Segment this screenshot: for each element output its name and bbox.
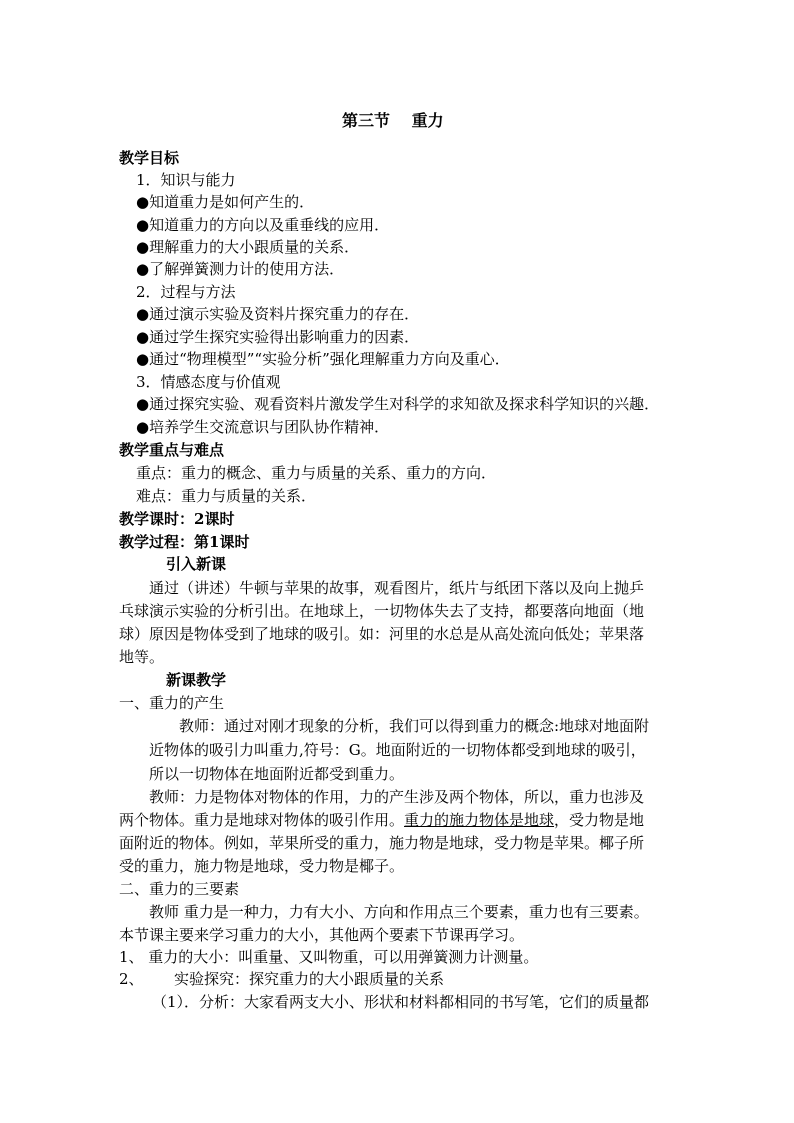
paragraph-text: ，受力物是地 [554,811,645,829]
section-heading: 一、重力的产生 [119,694,225,712]
paragraph-line [119,809,644,831]
section-heading: 二、重力的三要素 [119,880,240,898]
paragraph-line: 教师：通过对刚才现象的分析，我们可以得到重力的概念:地球对地面附 [179,717,650,735]
list-item: 实验探究：探究重力的大小跟质量的关系 [174,970,445,988]
list-item: （1）．分析：大家看两支大小、形状和材料都相同的书写笔，它们的质量都 [152,993,650,1011]
paragraph-line: 通过（讲述）牛顿与苹果的故事，观看图片，纸片与纸团下落以及向上抛乒 [149,579,645,597]
goal-item: ●了解弹簧测力计的使用方法． [136,260,345,278]
paragraph-line: 近物体的吸引力叫重力,符号：G。地面附近的一切物体都受到地球的吸引， [149,741,646,759]
goal-item: ●通过演示实验及资料片探究重力的存在． [136,305,420,323]
goals-heading: 教学目标 [119,149,180,167]
paragraph-line: 球）原因是物体受到了地球的吸引。如：河里的水总是从高处流向低处；苹果落 [119,625,645,643]
goal-item: ●通过探究实验、观看资料片激发学生对科学的求知欲及探求科学知识的兴趣． [136,395,660,413]
page-title: 第三节 重力 [342,111,444,130]
goal-item: ●培养学生交流意识与团队协作精神． [136,418,390,436]
paragraph-line: 乓球演示实验的分析引出。在地球上，一切物体失去了支持，都要落向地面（地 [119,602,645,620]
paragraph-line: 所以一切物体在地面附近都受到重力。 [149,765,405,783]
paragraph-text: 两个物体。重力是地球对物体的吸引作用。 [119,811,405,829]
underlined-text: 重力的施力物体是地球 [404,811,555,829]
goals-section-2-title: 2．过程与方法 [136,283,236,301]
goals-section-1-title: 1．知识与能力 [136,171,236,189]
paragraph-line: 教师：力是物体对物体的作用，力的产生涉及两个物体，所以，重力也涉及 [149,788,645,806]
intro-heading: 引入新课 [166,555,227,573]
lesson-process: 教学过程：第1课时 [119,533,250,551]
keypoints-heading: 教学重点与难点 [119,441,225,459]
goals-section-3-title: 3．情感态度与价值观 [136,373,281,391]
list-item-number: 2、 [119,970,144,988]
goal-item: ●理解重力的大小跟质量的关系． [136,238,360,256]
paragraph-line: 教师 重力是一种力，力有大小、方向和作用点三个要素，重力也有三要素。 [149,903,649,921]
list-item: 1、 重力的大小：叫重量、又叫物重，可以用弹簧测力计测量。 [119,948,539,966]
lesson-hours: 教学课时：2课时 [119,510,235,528]
goal-item: ●通过学生探究实验得出影响重力的因素． [136,328,420,346]
paragraph-line: 面附近的物体。例如，苹果所受的重力，施力物是地球，受力物是苹果。椰子所 [119,834,645,852]
goal-item: ●知道重力是如何产生的． [136,193,315,211]
keypoint-text: 重点：重力的概念、重力与质量的关系、重力的方向． [136,464,497,482]
paragraph-line: 受的重力，施力物是地球，受力物是椰子。 [119,857,405,875]
goal-item: ●知道重力的方向以及重垂线的应用． [136,216,390,234]
difficulty-text: 难点：重力与质量的关系． [136,487,317,505]
paragraph-line: 本节课主要来学习重力的大小，其他两个要素下节课再学习。 [119,926,525,944]
goal-item: ●通过“物理模型”“实验分析”强化理解重力方向及重心． [136,350,510,368]
paragraph-line: 地等。 [119,648,165,666]
new-lesson-heading: 新课教学 [166,671,227,689]
